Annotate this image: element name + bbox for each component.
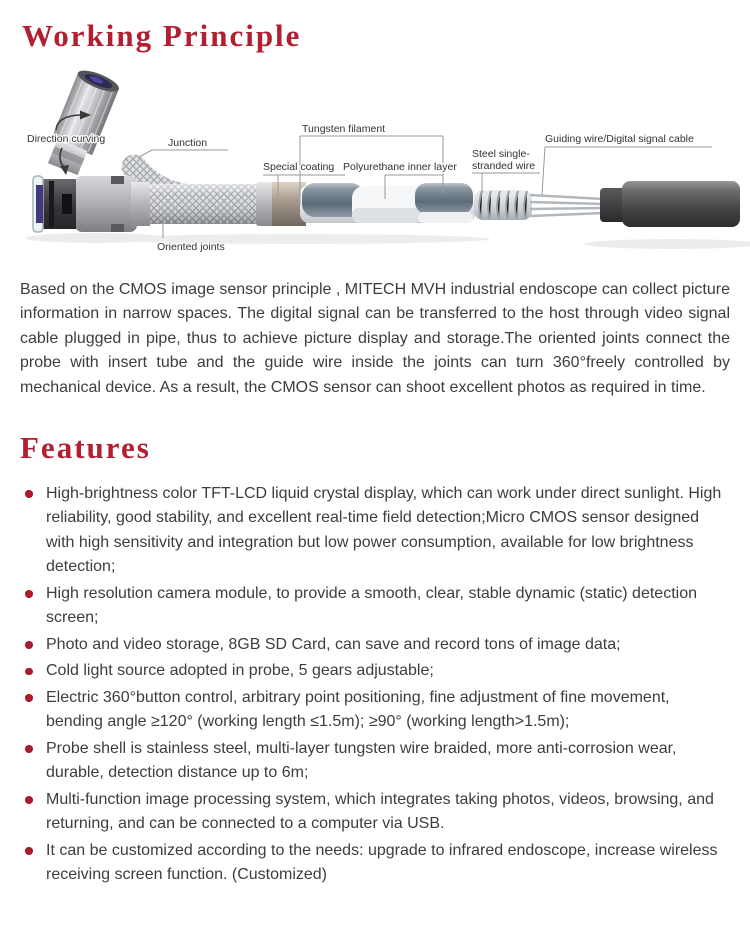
inner-tube (300, 183, 475, 223)
feature-text: Electric 360°button control, arbitrary point positioning, fine adjustment of fine movement, bending angle ≥120° (working length ≤1.5m); ≥90° (working length>1.5m); (46, 688, 670, 731)
feature-item (20, 482, 730, 580)
feature-text: High-brightness color TFT-LCD liquid crystal display, which can work under direct sunlight. High reliability, good stability, and excellent real-time field detection;Micro CMOS sensor designed with high sensitivity and integration but low power consumption, available for low brightness detection; (46, 484, 722, 576)
label-junction: Junction (168, 136, 208, 149)
bullet-icon (25, 641, 33, 649)
feature-text: It can be customized according to the needs: upgrade to infrared endoscope, increase wireless receiving screen function. (Customized) (46, 841, 718, 884)
signal-wires (530, 195, 604, 216)
label-polyurethane-inner-layer: Polyurethane inner layer (343, 160, 457, 173)
probe-head (33, 176, 150, 232)
bullet-icon (25, 745, 33, 753)
label-steel-wire-line1: Steel single- (472, 147, 530, 160)
features-title: Features (20, 430, 151, 466)
page (0, 18, 750, 888)
diagram-shadows (25, 233, 750, 249)
feature-text: Photo and video storage, 8GB SD Card, can save and record tons of image data; (46, 635, 621, 653)
tube-collar (256, 182, 274, 226)
label-direction-curving: Direction curving (27, 132, 106, 145)
description-paragraph: Based on the CMOS image sensor principle , MITECH MVH industrial endoscope can collect picture information in narrow spaces. The digital signal can be transferred to the host through video signal cable plugged in pipe, thus to achieve picture display and storage.The oriented joints connect the probe with insert tube and the guide wire inside the joints can turn 360°freely controlled by mechanical device. As a result, the CMOS sensor can shoot excellent photos as required in time. (20, 280, 730, 396)
feature-text: Probe shell is stainless steel, multi-layer tungsten wire braided, more anti-corrosion wear, durable, detection distance up to 6m; (46, 739, 677, 782)
signal-cable (622, 181, 740, 227)
label-steel-wire-line2: stranded wire (472, 159, 536, 172)
bullet-icon (25, 796, 33, 804)
camera-lens (36, 185, 43, 223)
feature-item (20, 788, 730, 837)
bullet-icon (25, 490, 33, 498)
feature-item (20, 686, 730, 735)
label-special-coating: Special coating (263, 160, 335, 173)
label-oriented-joints: Oriented joints (157, 240, 225, 253)
feature-text: Multi-function image processing system, which integrates taking photos, videos, browsing, and returning, and can be connected to a computer via USB. (46, 790, 714, 833)
feature-item (20, 582, 730, 631)
feature-text: High resolution camera module, to provide a smooth, clear, stable dynamic (static) detection screen; (46, 584, 697, 627)
feature-item (20, 737, 730, 786)
endoscope-diagram-svg (0, 68, 750, 268)
label-guiding-wire: Guiding wire/Digital signal cable (545, 132, 694, 145)
feature-text: Cold light source adopted in probe, 5 gears adjustable; (46, 662, 434, 680)
label-tungsten-filament: Tungsten filament (302, 122, 386, 135)
endoscope-diagram (0, 68, 750, 268)
bullet-icon (25, 668, 33, 676)
feature-item (20, 633, 730, 658)
page-title: Working Principle (22, 18, 302, 53)
tungsten-layer-right (415, 183, 473, 214)
feature-item (20, 839, 730, 888)
bullet-icon (25, 694, 33, 702)
bend-tip (42, 68, 121, 177)
coil-section (474, 190, 532, 220)
bullet-icon (25, 590, 33, 598)
features-list (20, 482, 730, 888)
bullet-icon (25, 847, 33, 855)
feature-item (20, 659, 730, 684)
